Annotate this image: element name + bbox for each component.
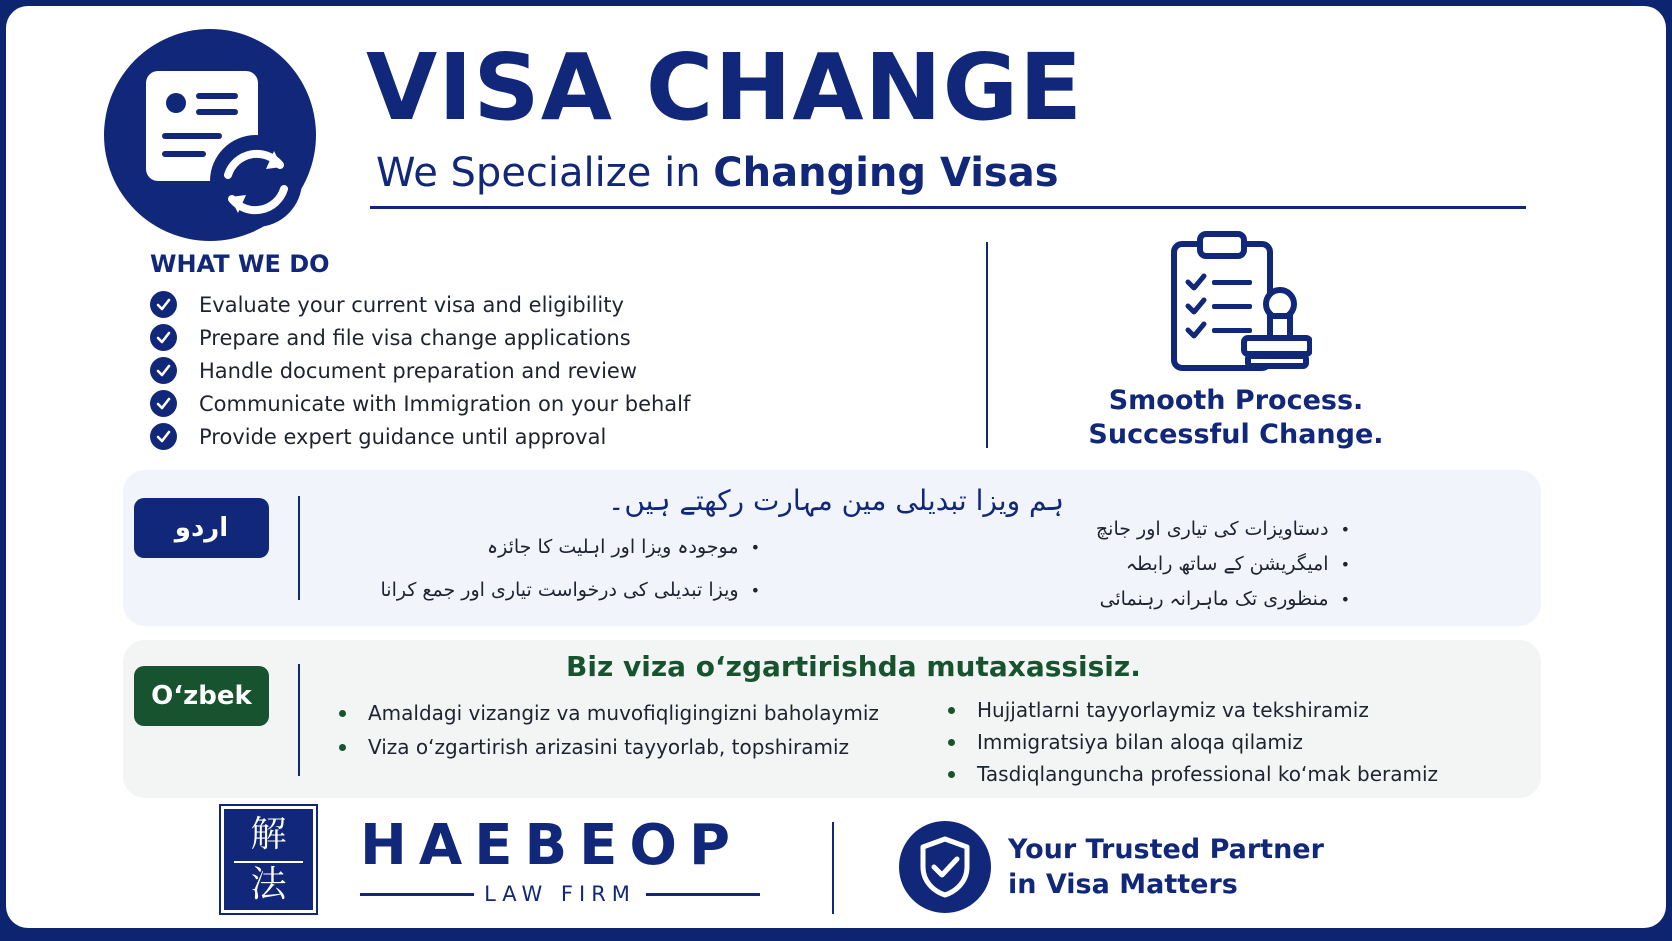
urdu-item: • امیگریشن کے ساتھ رابطہ	[1126, 553, 1350, 575]
check-icon	[150, 390, 177, 417]
urdu-divider	[298, 496, 300, 600]
page-subtitle	[376, 150, 1059, 196]
uzbek-divider	[298, 664, 300, 776]
check-icon	[150, 324, 177, 351]
visa-document-icon	[104, 29, 316, 241]
urdu-language-badge: اردو	[134, 498, 269, 558]
list-item	[948, 758, 1438, 790]
check-icon	[150, 357, 177, 384]
clipboard-stamp-icon	[1166, 230, 1312, 376]
list-item-text: Amaldagi vizangiz va muvofiqligingizni baholaymiz	[368, 701, 879, 725]
subtitle-plain: We Specialize in	[376, 150, 714, 196]
uzbek-list-left	[339, 696, 879, 764]
urdu-item: • ویزا تبدیلی کی درخواست تیاری اور جمع کرانا	[381, 579, 761, 601]
section-divider	[986, 242, 988, 448]
uzbek-list-right	[948, 694, 1438, 790]
list-item	[150, 288, 950, 321]
trust-statement	[1008, 832, 1324, 902]
brand-subtitle-text: LAW FIRM	[484, 882, 636, 906]
list-item	[150, 387, 950, 420]
tagline-line-2: Successful Change.	[1088, 419, 1384, 450]
urdu-item: • منظوری تک ماہرانہ رہنمائی	[1100, 588, 1350, 610]
what-we-do-list	[150, 288, 950, 453]
trust-line-1: Your Trusted Partner	[1008, 834, 1324, 865]
footer-divider	[832, 822, 834, 914]
list-item-text: Viza o‘zgartirish arizasini tayyorlab, topshiramiz	[368, 735, 850, 759]
uzbek-language-badge: O‘zbek	[134, 666, 269, 726]
trust-line-2: in Visa Matters	[1008, 869, 1238, 900]
brand-rule	[646, 893, 760, 896]
urdu-heading: ہم ویزا تبدیلی مین مہارت رکھتے ہیں۔	[607, 484, 1065, 517]
list-item	[339, 696, 879, 730]
seal-divider	[234, 861, 303, 863]
firm-seal-logo	[221, 806, 316, 913]
check-icon	[150, 423, 177, 450]
list-item	[948, 726, 1438, 758]
list-item	[948, 694, 1438, 726]
list-item-text: Hujjatlarni tayyorlaymiz va tekshiramiz	[977, 698, 1369, 722]
header-divider	[370, 206, 1526, 209]
seal-char: 解	[250, 814, 287, 855]
list-item	[150, 354, 950, 387]
list-item-text: Immigratsiya bilan aloqa qilamiz	[977, 730, 1303, 754]
tagline-line-1: Smooth Process.	[1108, 385, 1364, 416]
list-item-text: Provide expert guidance until approval	[199, 424, 607, 449]
list-item-text: Communicate with Immigration on your behalf	[199, 391, 691, 416]
seal-char: 法	[250, 864, 287, 905]
subtitle-bold: Changing Visas	[713, 150, 1059, 196]
what-we-do-heading: WHAT WE DO	[150, 250, 330, 278]
urdu-item: • موجودہ ویزا اور اہلیت کا جائزہ	[487, 536, 760, 558]
uzbek-heading: Biz viza o‘zgartirishda mutaxassisiz.	[566, 650, 1141, 683]
list-item-text: Evaluate your current visa and eligibility	[199, 292, 624, 317]
list-item	[339, 730, 879, 764]
shield-check-icon	[899, 821, 991, 913]
list-item-text: Tasdiqlanguncha professional ko‘mak beramiz	[977, 762, 1439, 786]
visa-change-flyer	[6, 6, 1666, 928]
list-item	[150, 321, 950, 354]
page-title: VISA CHANGE	[366, 34, 1083, 141]
brand-subtitle	[360, 882, 760, 906]
list-item	[150, 420, 950, 453]
list-item-text: Handle document preparation and review	[199, 358, 638, 383]
brand-name: HAEBEOP	[360, 813, 743, 878]
tagline	[1046, 384, 1426, 452]
list-item-text: Prepare and file visa change applications	[199, 325, 631, 350]
brand-rule	[360, 893, 474, 896]
urdu-item: • دستاویزات کی تیاری اور جانچ	[1096, 518, 1350, 540]
check-icon	[150, 291, 177, 318]
